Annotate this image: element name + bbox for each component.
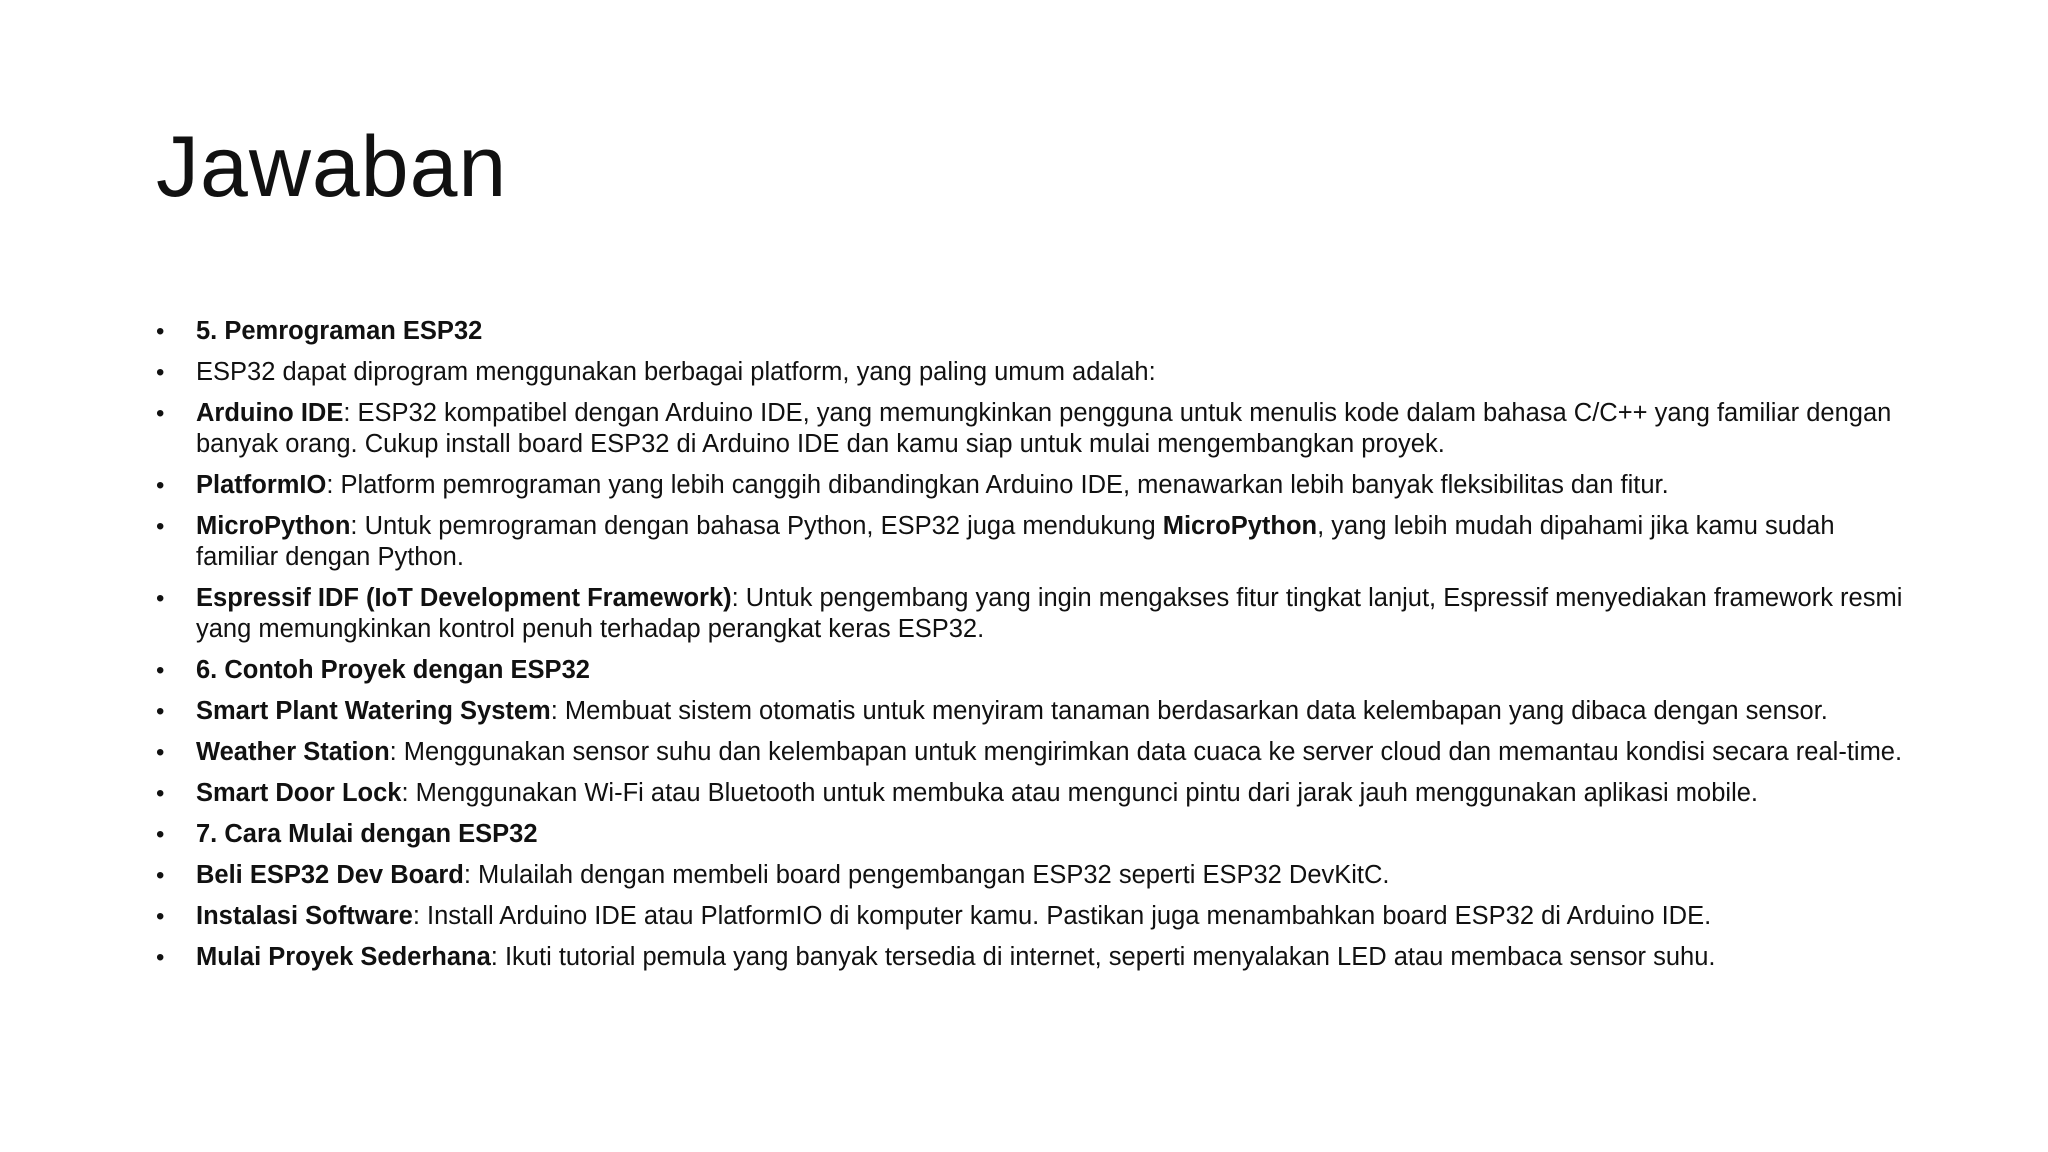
bullet-item-smart-plant (156, 696, 1916, 727)
bullet-icon: • (156, 585, 165, 612)
bullet-text: : Untuk pemrograman dengan bahasa Python, ESP32 juga mendukung (350, 512, 1163, 540)
bullet-item-arduino-ide (156, 398, 1916, 460)
bullet-icon: • (156, 698, 165, 725)
bullet-text-continued: , yang lebih mudah dipahami jika kamu sudah familiar dengan Python. (196, 512, 1835, 571)
section-heading: 7. Cara Mulai dengan ESP32 (196, 820, 538, 848)
bullet-icon: • (156, 657, 165, 684)
bullet-text: : Install Arduino IDE atau PlatformIO di komputer kamu. Pastikan juga menambahkan board ESP32 di Arduino IDE. (412, 902, 1712, 930)
bullet-item-micropython (156, 511, 1916, 573)
bullet-term: Smart Door Lock (196, 779, 402, 807)
section-heading: 5. Pemrograman ESP32 (196, 317, 483, 345)
bullet-text: : Platform pemrograman yang lebih canggih dibandingkan Arduino IDE, menawarkan lebih banyak fleksibilitas dan fitur. (326, 471, 1669, 499)
bullet-icon: • (156, 903, 165, 930)
bullet-item-heading-7 (156, 819, 1916, 850)
bullet-term: Instalasi Software (196, 902, 413, 930)
bullet-item-espressif-idf (156, 583, 1916, 645)
bullet-icon: • (156, 944, 165, 971)
bullet-icon: • (156, 472, 165, 499)
bullet-term: Arduino IDE (196, 399, 344, 427)
bullet-term: MicroPython (196, 512, 351, 540)
bullet-item-weather-station (156, 737, 1916, 768)
bullet-item-dev-board (156, 860, 1916, 891)
bullet-term: Mulai Proyek Sederhana (196, 943, 491, 971)
bullet-text: : Ikuti tutorial pemula yang banyak tersedia di internet, seperti menyalakan LED atau membaca sensor suhu. (490, 943, 1716, 971)
bullet-text: ESP32 dapat diprogram menggunakan berbagai platform, yang paling umum adalah: (196, 358, 1156, 386)
bullet-text: : Membuat sistem otomatis untuk menyiram tanaman berdasarkan data kelembapan yang dibaca dengan sensor. (550, 697, 1828, 725)
bullet-icon: • (156, 780, 165, 807)
bullet-item-software (156, 901, 1916, 932)
bullet-text: : Mulailah dengan membeli board pengembangan ESP32 seperti ESP32 DevKitC. (463, 861, 1390, 889)
bullet-item-simple-project (156, 942, 1916, 973)
slide-title: Jawaban (156, 119, 508, 215)
bullet-icon: • (156, 739, 165, 766)
bullet-icon: • (156, 862, 165, 889)
bullet-text: : Menggunakan Wi-Fi atau Bluetooth untuk membuka atau mengunci pintu dari jarak jauh menggunakan aplikasi mobile. (401, 779, 1759, 807)
bullet-term: Beli ESP32 Dev Board (196, 861, 464, 889)
bullet-text: : ESP32 kompatibel dengan Arduino IDE, yang memungkinkan pengguna untuk menulis kode dalam bahasa C/C++ yang familiar dengan banyak orang. Cukup install board ESP32 di Arduino IDE dan kamu siap untuk mulai mengembangkan proyek. (196, 399, 1892, 458)
bullet-term: Espressif IDF (IoT Development Framework) (196, 584, 732, 612)
section-heading: 6. Contoh Proyek dengan ESP32 (196, 656, 590, 684)
bullet-term: Smart Plant Watering System (196, 697, 551, 725)
bullet-text: : Untuk pengembang yang ingin mengakses fitur tingkat lanjut, Espressif menyediakan framework resmi yang memungkinkan kontrol penuh terhadap perangkat keras ESP32. (196, 584, 1903, 643)
bullet-icon: • (156, 318, 165, 345)
bullet-icon: • (156, 821, 165, 848)
bullet-term-inline: MicroPython (1162, 512, 1318, 540)
bullet-term: Weather Station (196, 738, 390, 766)
bullet-item-heading-5 (156, 316, 1916, 347)
bullet-item-smart-door-lock (156, 778, 1916, 809)
bullet-term: PlatformIO (196, 471, 327, 499)
bullet-icon: • (156, 400, 165, 427)
bullet-icon: • (156, 359, 165, 386)
bullet-item-intro (156, 357, 1916, 388)
bullet-item-platformio (156, 470, 1916, 501)
bullet-icon: • (156, 513, 165, 540)
bullet-list (156, 316, 1916, 983)
bullet-item-heading-6 (156, 655, 1916, 686)
bullet-text: : Menggunakan sensor suhu dan kelembapan untuk mengirimkan data cuaca ke server cloud dan memantau kondisi secara real-time. (389, 738, 1903, 766)
